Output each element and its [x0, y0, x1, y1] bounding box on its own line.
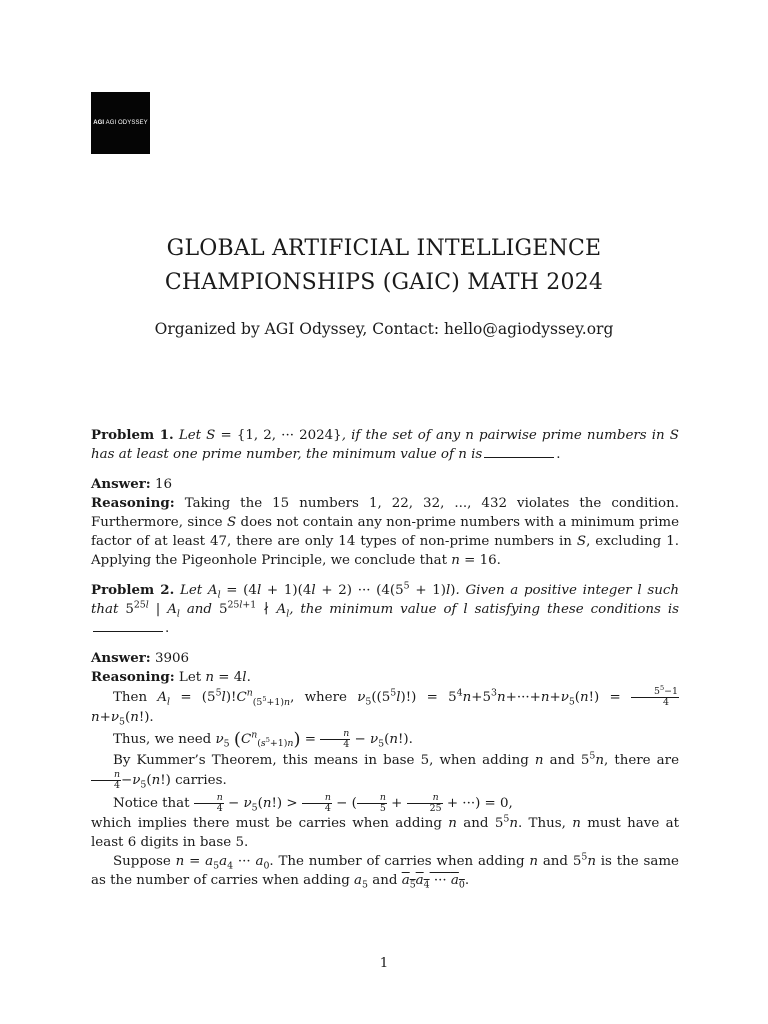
answer-value: 3906 [154, 651, 190, 666]
reasoning-step: Notice that $\frac{n}{4}$ − $\nu_5(n!)$ > $\frac{n}{4}$ − ( $\frac{n}{5}$ + $\frac{n}{25}$ + ···) = 0, [113, 792, 513, 814]
page-title [0, 232, 768, 300]
answer-label: Answer: [91, 650, 151, 666]
page-subtitle: Organized by AGI Odyssey, Contact: hello@agiodyssey.org [154, 320, 614, 338]
answer-label: Answer: [91, 476, 151, 492]
reasoning-step: Then $A_l = (5^5l)!C^n_{(5^5+1)n}$, where $\nu_5((5^5l)!) = 5^4n+5^3n+\cdot\cdot\cdot+n+\nu_5(n!)$ = $\frac{5^5-1}{4}$ $n+\nu_5(n!)$. [91, 683, 678, 728]
problem-1-statement: Problem 1. Let S = {1, 2, ··· 2024}, if the set of any n pairwise prime numbers in S has at least one prime number, the minimum value of n is . [91, 427, 679, 462]
reasoning-label: Reasoning: [91, 495, 175, 511]
reasoning-label: Reasoning: [91, 669, 175, 685]
title-line-2: CHAMPIONSHIPS (GAIC) MATH 2024 [164, 270, 604, 295]
agi-odyssey-logo [91, 92, 150, 154]
logo-text [93, 120, 148, 126]
problem-1-label: Problem 1. [91, 427, 174, 443]
problem-2-reasoning: Reasoning: Let n = 4l. [91, 669, 251, 685]
problem-2-label: Problem 2. [91, 582, 175, 598]
reasoning-step: Thus, we need $\nu_5$ $(C^n_{(s^5+1)n})$ = $\frac{n}{4}$ − $\nu_5(n!)$. [113, 727, 413, 750]
problem-1-answer [91, 475, 679, 494]
logo-name: AGI ODYSSEY [105, 120, 148, 126]
answer-blank [484, 445, 554, 458]
document-body [91, 426, 679, 890]
problem-2-statement: Problem 2. Let $A_l = (4l + 1)(4l + 2)$ ··· $(4(5^5 + 1)l)$. Given a positive integer l such that $5^{25l}$ | $A_l$ and $5^{25l+1}$ ∤ $A_l$, the minimum value of l satisfying these conditions is. [91, 580, 680, 636]
logo-mark: AGI [93, 120, 105, 126]
page-number: 1 [379, 956, 389, 971]
problem-1-reasoning: Reasoning: Taking the 15 numbers 1, 22, 32, ..., 432 violates the condition. Furthermore, since S does not contain any non-prime numbers with a minimum prime factor of at least 47, there are only 14 types of non-prime numbers in S, excluding 1. Applying the Pigeonhole Principle, we conclude that n = 16. [91, 495, 679, 568]
reasoning-step: By Kummer’s Theorem, this means in base 5, when adding n and $5^5n$, there are $\frac{n}{4}$ $-\nu_5(n!)$ carries. [91, 751, 679, 791]
title-line-1: GLOBAL ARTIFICIAL INTELLIGENCE [166, 236, 602, 261]
answer-value: 16 [154, 477, 173, 492]
reasoning-step: which implies there must be carries when adding n and $5^5n$. Thus, n must have at least 6 digits in base 5. [91, 813, 680, 850]
problem-2-answer [91, 649, 679, 668]
reasoning-step: Suppose $n = a_5a_4$ ··· $a_0$. The number of carries when adding n and $5^5n$ is the same as the number of carries when adding $a_5$ and $a_5a_4$ ··· $a_0$. [91, 851, 679, 891]
answer-blank [93, 619, 163, 632]
